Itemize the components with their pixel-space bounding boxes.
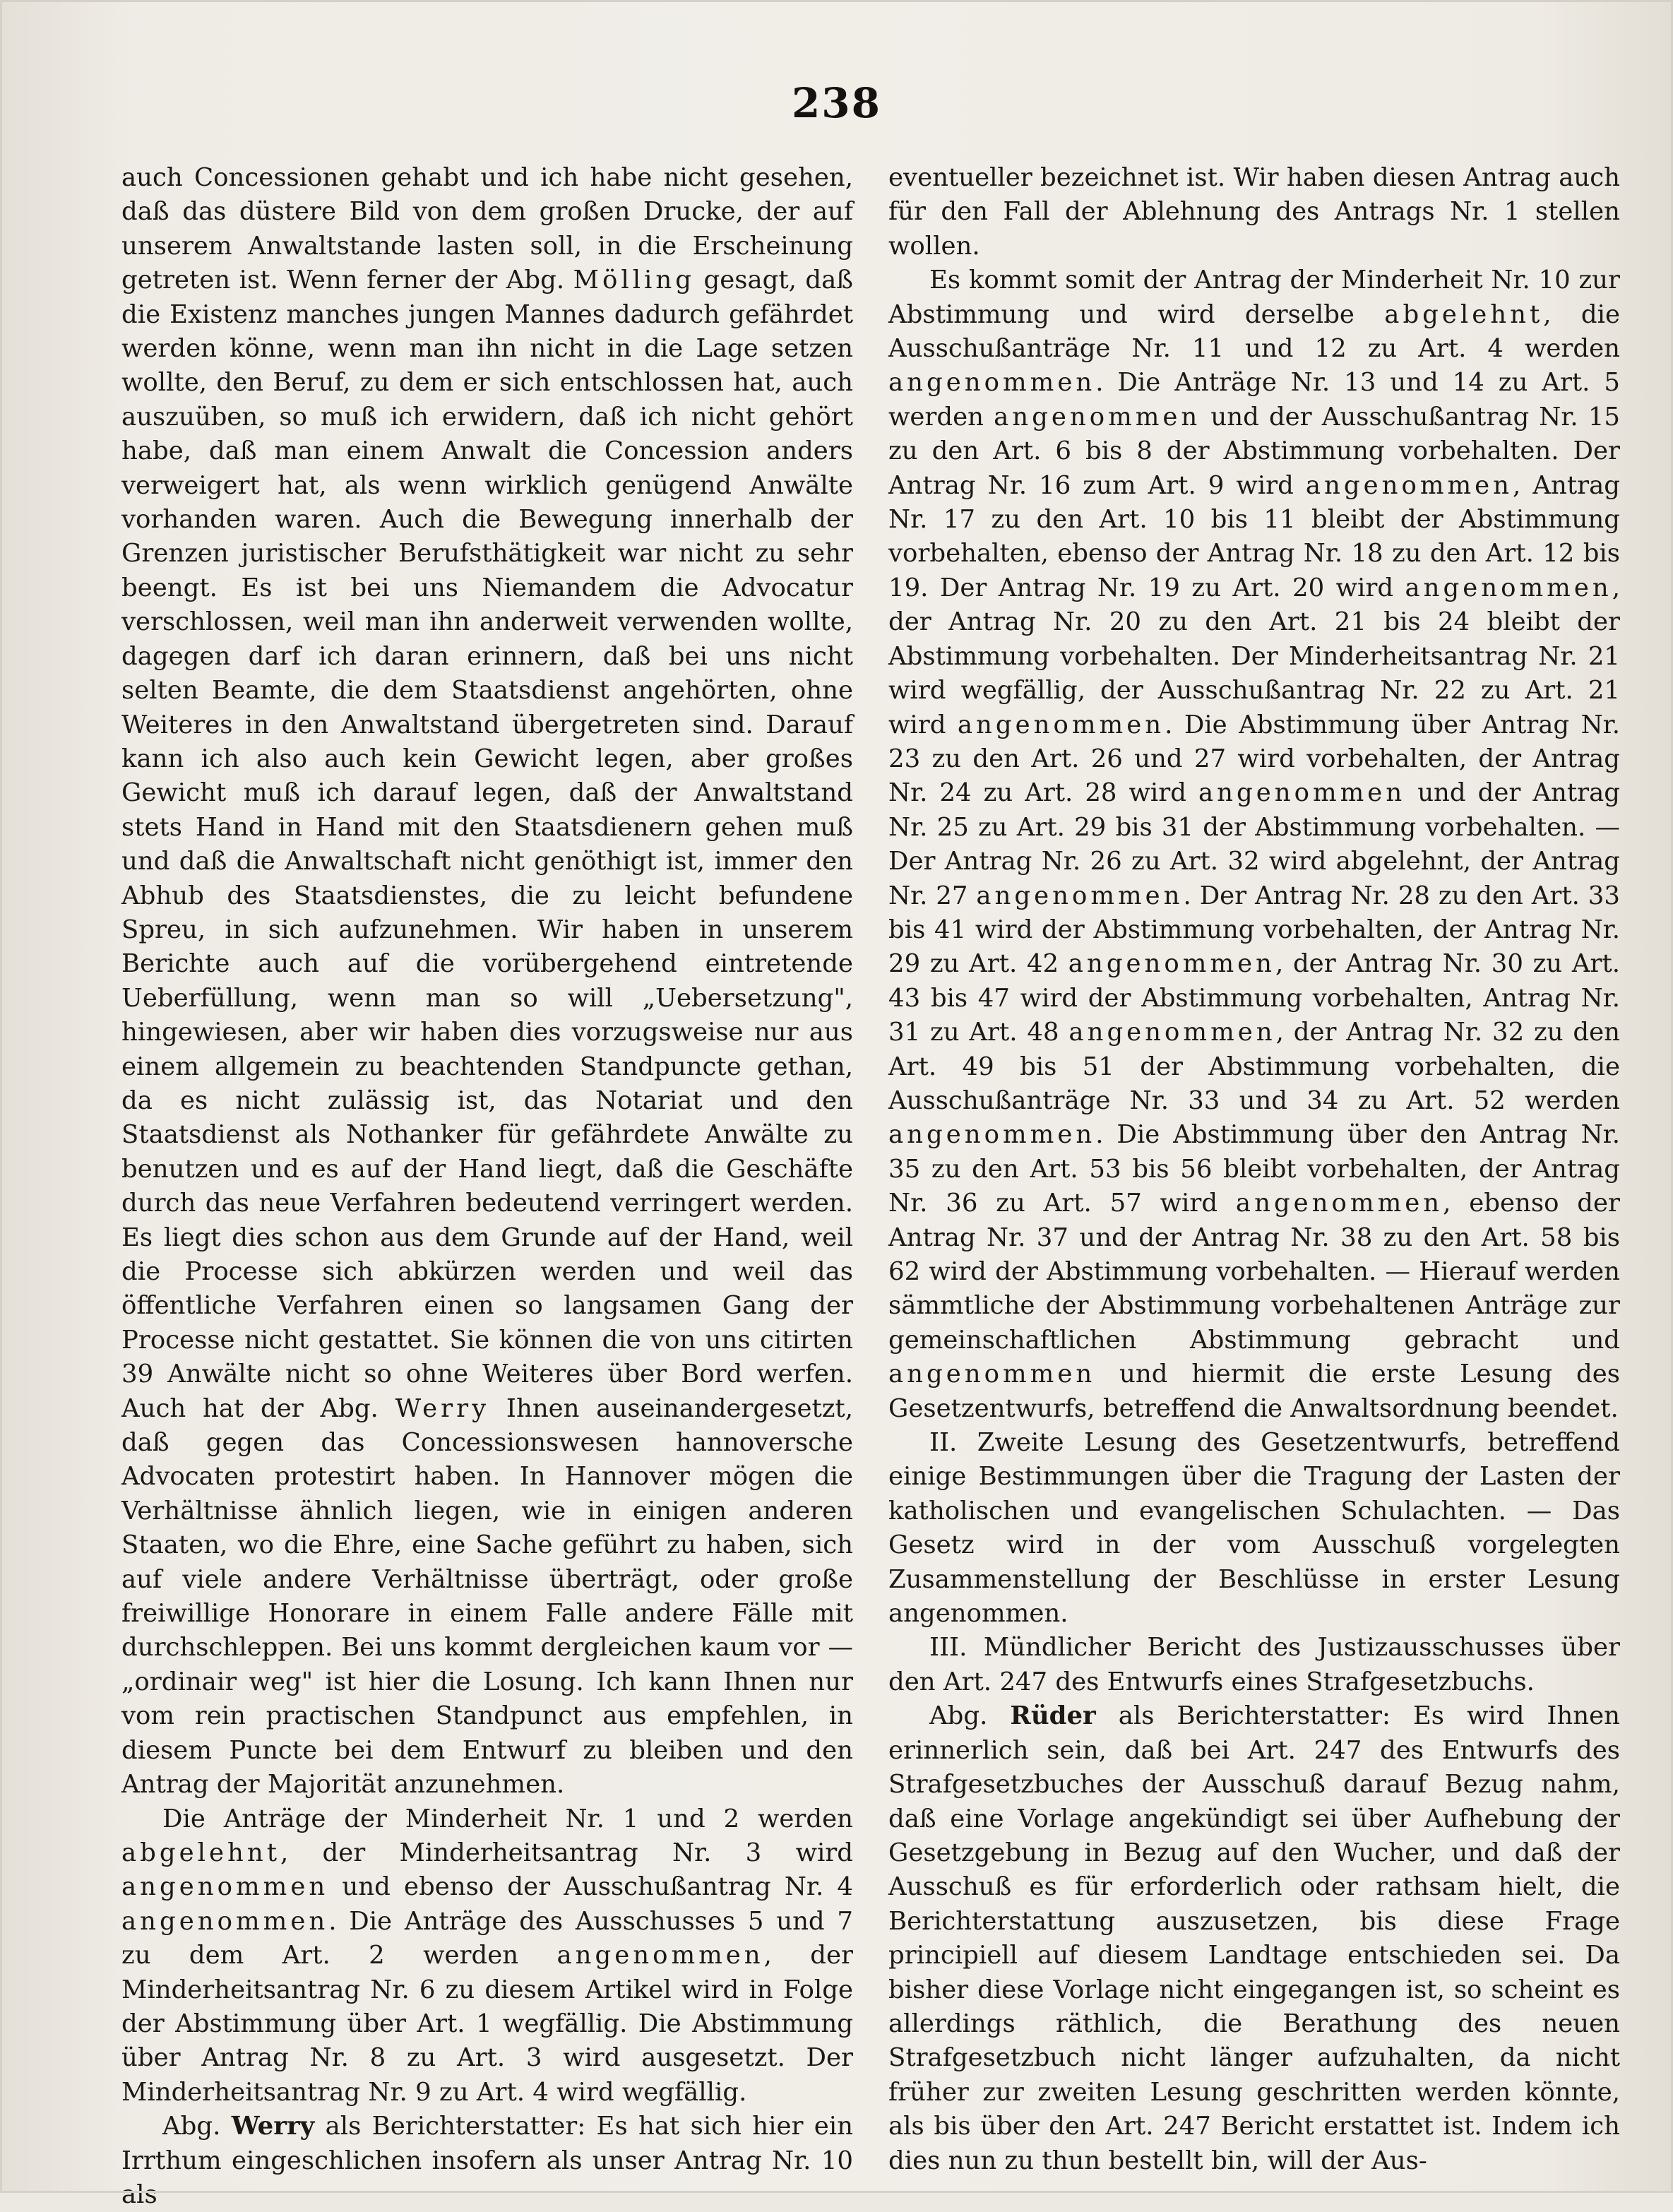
paragraph-rapporteur: Abg. Rüder als Berichterstatter: Es wird Ihnen erinnerlich sein, daß bei Art. 247 des Entwurfs des Strafgesetzbuches der Ausschuß darauf Bezug nahm, daß eine Vorlage angekündigt sei über Aufhebung der Gesetzgebung in Bezug auf den Wucher, und daß der Ausschuß es für erforderlich oder rathsam hielt, die Berichterstattung auszusetzen, bis diese Frage principiell auf diesem Landtage entschieden sei. Da bisher diese Vorlage nicht eingegangen ist, so scheint es allerdings räthlich, die Berathung des neuen Strafgesetzbuch nicht länger aufzuhalten, da nicht früher zur zweiten Lesung geschritten werden könnte, als bis über den Art. 247 Bericht erstattet ist. Indem ich dies nun zu thun bestellt bin, will der Aus- — [888, 1701, 1620, 2175]
page-number: 238 — [791, 79, 882, 127]
paragraph-rapporteur: Abg. Werry als Berichterstatter: Es hat sich hier ein Irrthum eingeschlichen insofern als unser Antrag Nr. 10 als — [121, 2112, 853, 2209]
paragraph-speech-continuation: auch Concessionen gehabt und ich habe nicht gesehen, daß das düstere Bild von dem großen Drucke, der auf unserem Anwaltstande lasten soll, in die Erscheinung getreten ist. Wenn ferner der Abg. Mölling gesagt, daß die Existenz manches jungen Mannes dadurch gefährdet werden könne, wenn man ihn nicht in die Lage setzen wollte, den Beruf, zu dem er sich entschlossen hat, auch auszuüben, so muß ich erwidern, daß ich nicht gehört habe, daß man einem Anwalt die Concession anders verweigert hat, als wenn wirklich genügend Anwälte vorhanden waren. Auch die Bewegung innerhalb der Grenzen juristischer Berufsthätigkeit war nicht zu sehr beengt. Es ist bei uns Niemandem die Advocatur verschlossen, weil man ihn anderweit verwenden wollte, dagegen darf ich daran erinnern, daß bei uns nicht selten Beamte, die dem Staatsdienst angehörten, ohne Weiteres in den Anwaltstand übergetreten sind. Darauf kann ich also auch kein Gewicht legen, aber großes Gewicht muß ich darauf legen, daß der Anwaltstand stets Hand in Hand mit den Staatsdienern gehen muß und daß die Anwaltschaft nicht genöthigt ist, immer den Abhub des Staatsdienstes, die zu leicht befundene Spreu, in sich aufzunehmen. Wir haben in unserem Berichte auch auf die vorübergehend eintretende Ueberfüllung, wenn man so will „Uebersetzung", hingewiesen, aber wir haben dies vorzugsweise nur aus einem allgemein zu beachtenden Standpuncte gethan, da es nicht zulässig ist, das Notariat und den Staatsdienst als Nothanker für gefährdete Anwälte zu benutzen und es auf der Hand liegt, daß die Geschäfte durch das neue Verfahren bedeutend verringert werden. Es liegt dies schon aus dem Grunde auf der Hand, weil die Processe sich abkürzen werden und weil das öffentliche Verfahren einen so langsamen Gang der Processe nicht gestattet. Sie können die von uns citirten 39 Anwälte nicht so ohne Weiteres über Bord werfen. Auch hat der Abg. Werry Ihnen auseinandergesetzt, daß gegen das Concessionswesen hannoversche Advocaten protestirt haben. In Hannover mögen die Verhältnisse ähnlich liegen, wie in einigen anderen Staaten, wo die Ehre, eine Sache geführt zu haben, sich auf viele andere Verhältnisse überträgt, oder große freiwillige Honorare in einem Falle andere Fälle mit durchschleppen. Bei uns kommt dergleichen kaum vor — „ordinair weg" ist hier die Losung. Ich kann Ihnen nur vom rein practischen Standpunct aus empfehlen, in diesem Puncte bei dem Entwurf zu bleiben und den Antrag der Majorität anzunehmen. — [121, 163, 853, 1800]
paragraph-item-iii: III. Mündlicher Bericht des Justizausschusses über den Art. 247 des Entwurfs eines Strafgesetzbuchs. — [888, 1633, 1620, 1696]
paragraph-continuation: eventueller bezeichnet ist. Wir haben diesen Antrag auch für den Fall der Ablehnung des Antrags Nr. 1 stellen wollen. — [888, 163, 1620, 261]
speaker-name: Rüder — [1010, 1701, 1096, 1731]
paragraph-votes: Die Anträge der Minderheit Nr. 1 und 2 werden abgelehnt, der Minderheitsantrag Nr. 3 wird angenommen und ebenso der Ausschußantrag Nr. 4 angenommen. Die Anträge des Ausschusses 5 und 7 zu dem Art. 2 werden angenommen, der Minderheitsantrag Nr. 6 zu diesem Artikel wird in Folge der Abstimmung über Art. 1 wegfällig. Die Abstimmung über Antrag Nr. 8 zu Art. 3 wird ausgesetzt. Der Minderheitsantrag Nr. 9 zu Art. 4 wird wegfällig. — [121, 1804, 853, 2107]
speaker-name: Werry — [395, 1393, 490, 1423]
speaker-name: Mölling — [573, 266, 695, 295]
speaker-name: Werry — [231, 2112, 315, 2141]
left-column — [121, 161, 853, 2212]
paragraph-votes: Es kommt somit der Antrag der Minderheit Nr. 10 zur Abstimmung und wird derselbe abgelehnt, die Ausschußanträge Nr. 11 und 12 zu Art. 4 werden angenommen. Die Anträge Nr. 13 und 14 zu Art. 5 werden angenommen und der Ausschußantrag Nr. 15 zu den Art. 6 bis 8 der Abstimmung vorbehalten. Der Antrag Nr. 16 zum Art. 9 wird angenommen, Antrag Nr. 17 zu den Art. 10 bis 11 bleibt der Abstimmung vorbehalten, ebenso der Antrag Nr. 18 zu den Art. 12 bis 19. Der Antrag Nr. 19 zu Art. 20 wird angenommen, der Antrag Nr. 20 zu den Art. 21 bis 24 bleibt der Abstimmung vorbehalten. Der Minderheitsantrag Nr. 21 wird wegfällig, der Ausschußantrag Nr. 22 zu Art. 21 wird angenommen. Die Abstimmung über Antrag Nr. 23 zu den Art. 26 und 27 wird vorbehalten, der Antrag Nr. 24 zu Art. 28 wird angenommen und der Antrag Nr. 25 zu Art. 29 bis 31 der Abstimmung vorbehalten. — Der Antrag Nr. 26 zu Art. 32 wird abgelehnt, der Antrag Nr. 27 angenommen. Der Antrag Nr. 28 zu den Art. 33 bis 41 wird der Abstimmung vorbehalten, der Antrag Nr. 29 zu Art. 42 angenommen, der Antrag Nr. 30 zu Art. 43 bis 47 wird der Abstimmung vorbehalten, Antrag Nr. 31 zu Art. 48 angenommen, der Antrag Nr. 32 zu den Art. 49 bis 51 der Abstimmung vorbehalten, die Ausschußanträge Nr. 33 und 34 zu Art. 52 werden angenommen. Die Abstimmung über den Antrag Nr. 35 zu den Art. 53 bis 56 bleibt vorbehalten, der Antrag Nr. 36 zu Art. 57 wird angenommen, ebenso der Antrag Nr. 37 und der Antrag Nr. 38 zu den Art. 58 bis 62 wird der Abstimmung vorbehalten. — Hierauf werden sämmtliche der Abstimmung vorbehaltenen Anträge zur gemeinschaftlichen Abstimmung gebracht und angenommen und hiermit die erste Lesung des Gesetzentwurfs, betreffend die Anwaltsordnung beendet. — [888, 266, 1621, 1423]
right-column — [888, 161, 1620, 2178]
paragraph-item-ii: II. Zweite Lesung des Gesetzentwurfs, betreffend einige Bestimmungen über die Tragung der Lasten der katholischen und evangelischen Schulachten. — Das Gesetz wird in der vom Ausschuß vorgelegten Zusammenstellung der Beschlüsse in erster Lesung angenommen. — [888, 1428, 1620, 1629]
